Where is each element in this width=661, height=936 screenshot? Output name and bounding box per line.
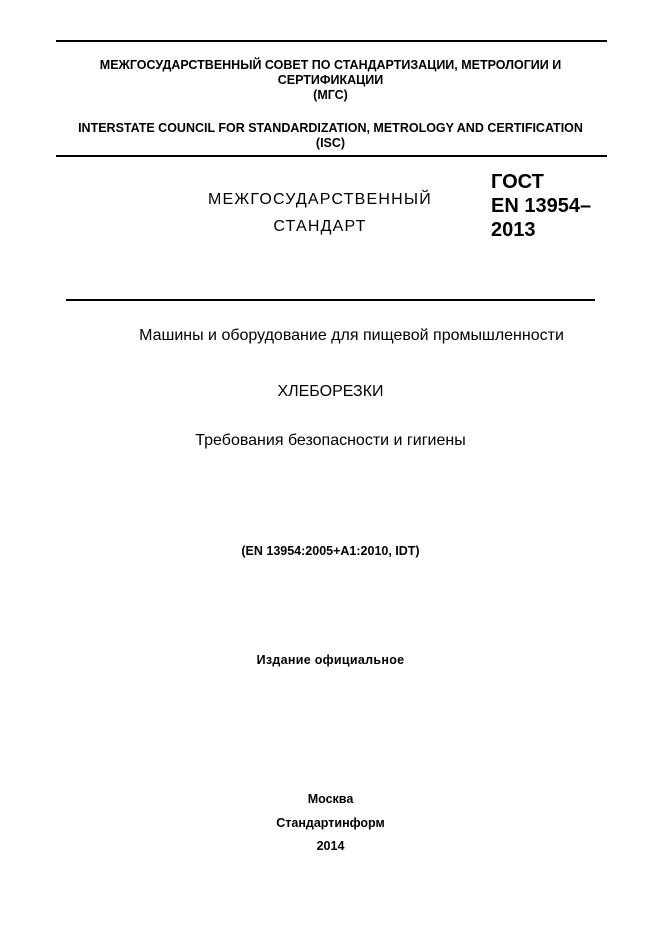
gost-designation-line-2: EN 13954– <box>491 195 592 217</box>
document-title-line-2: ХЛЕБОРЕЗКИ <box>277 383 384 400</box>
document-title-line-1: Машины и оборудование для пищевой промышленности <box>139 327 564 344</box>
top-rule <box>56 40 607 42</box>
gost-designation <box>491 170 591 242</box>
reference-standard: (EN 13954:2005+A1:2010, IDT) <box>241 544 420 558</box>
document-title-line-3: Требования безопасности и гигиены <box>195 432 466 449</box>
title-rule <box>66 299 595 301</box>
publication-city: Москва <box>307 792 354 806</box>
standard-type <box>180 186 460 240</box>
gost-designation-line-3: 2013 <box>491 219 536 241</box>
publication-year: 2014 <box>316 839 345 853</box>
council-name-ru <box>0 58 661 103</box>
council-name-en <box>0 121 661 151</box>
edition-label: Издание официальное <box>256 653 405 667</box>
council-ru-line-1: МЕЖГОСУДАРСТВЕННЫЙ СОВЕТ ПО СТАНДАРТИЗАЦИИ, МЕТРОЛОГИИ И <box>99 58 562 72</box>
publisher-name: Стандартинформ <box>276 816 385 830</box>
council-en-line-1: INTERSTATE COUNCIL FOR STANDARDIZATION, METROLOGY AND CERTIFICATION <box>78 121 583 135</box>
council-ru-line-2: СЕРТИФИКАЦИИ <box>277 73 384 87</box>
standard-type-line-1: МЕЖГОСУДАРСТВЕННЫЙ <box>208 191 432 208</box>
council-ru-abbr: (МГС) <box>313 88 348 102</box>
header-bottom-rule <box>56 155 607 157</box>
council-en-abbr: (ISC) <box>315 136 346 150</box>
standard-type-line-2: СТАНДАРТ <box>273 218 367 235</box>
gost-designation-line-1: ГОСТ <box>491 171 544 193</box>
